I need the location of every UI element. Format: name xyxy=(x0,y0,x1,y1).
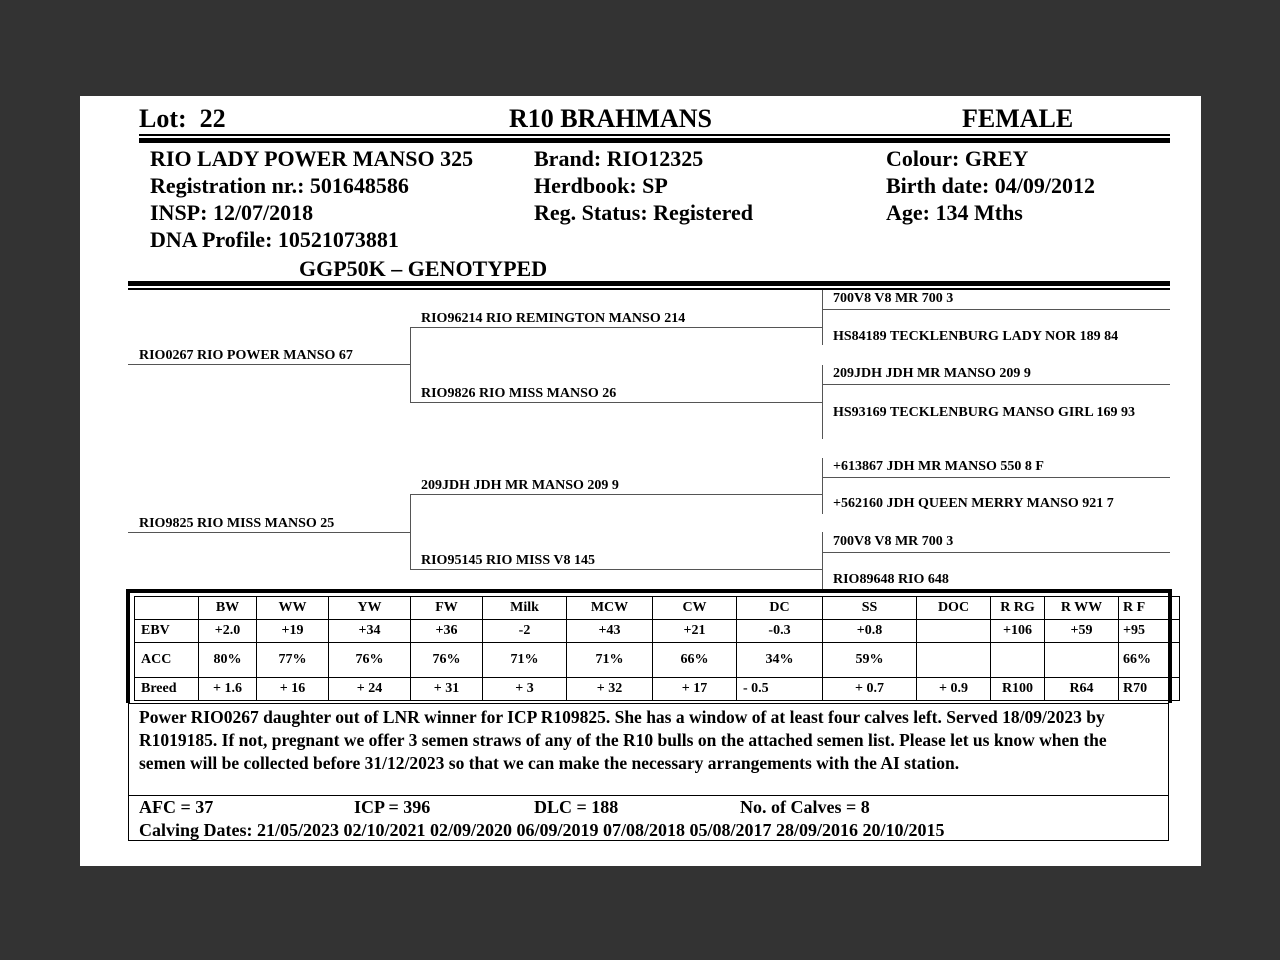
table-cell: 71% xyxy=(483,643,567,678)
table-cell: 71% xyxy=(567,643,653,678)
pedigree-sire: RIO0267 RIO POWER MANSO 67 xyxy=(139,348,353,363)
colour: Colour: GREY xyxy=(886,146,1029,171)
pedigree-connector xyxy=(822,290,823,345)
table-cell xyxy=(917,620,991,643)
pedigree-connector xyxy=(822,532,823,590)
table-cell: +34 xyxy=(329,620,411,643)
pedigree-line xyxy=(822,477,1170,478)
table-cell: +95 xyxy=(1119,620,1180,643)
pedigree-gen3-3: 209JDH JDH MR MANSO 209 9 xyxy=(833,366,1031,381)
table-cell: -2 xyxy=(483,620,567,643)
calving-dates: Calving Dates: 21/05/2023 02/10/2021 02/09/2020 06/09/2019 07/08/2018 05/08/2017 28/09/2016 20/10/2015 xyxy=(139,820,945,840)
row-label: Breed xyxy=(135,678,199,701)
column-header: YW xyxy=(329,597,411,620)
table-cell: - 0.5 xyxy=(737,678,823,701)
pedigree-line xyxy=(128,364,410,365)
table-cell: +43 xyxy=(567,620,653,643)
column-header: MCW xyxy=(567,597,653,620)
table-cell: 66% xyxy=(1119,643,1180,678)
pedigree-line xyxy=(410,327,822,328)
table-cell: +106 xyxy=(991,620,1045,643)
column-header: R RG xyxy=(991,597,1045,620)
pedigree-gen3-7: 700V8 V8 MR 700 3 xyxy=(833,534,954,549)
table-cell: +0.8 xyxy=(823,620,917,643)
pedigree-gen3-4: HS93169 TECKLENBURG MANSO GIRL 169 93 xyxy=(833,405,1135,420)
table-cell: 76% xyxy=(411,643,483,678)
table-cell: 77% xyxy=(257,643,329,678)
table-cell: +59 xyxy=(1045,620,1119,643)
ebv-table xyxy=(134,596,1180,701)
table-cell: + 31 xyxy=(411,678,483,701)
animal-info-middle xyxy=(534,145,753,226)
number-of-calves: No. of Calves = 8 xyxy=(740,797,870,817)
table-cell: + 32 xyxy=(567,678,653,701)
lot-label: Lot: xyxy=(139,104,187,133)
dlc-value: DLC = 188 xyxy=(534,797,619,817)
animal-name: RIO LADY POWER MANSO 325 xyxy=(150,146,474,171)
pedigree-line xyxy=(410,402,822,403)
herdbook: Herdbook: SP xyxy=(534,173,668,198)
column-header: WW xyxy=(257,597,329,620)
pedigree-line xyxy=(410,494,822,495)
herd-title: R10 BRAHMANS xyxy=(509,104,712,133)
column-header: Milk xyxy=(483,597,567,620)
pedigree-gen3-1: 700V8 V8 MR 700 3 xyxy=(833,291,954,306)
pedigree-connector xyxy=(410,494,411,569)
pedigree-connector xyxy=(822,365,823,439)
dna-profile: DNA Profile: 10521073881 xyxy=(150,227,399,252)
table-cell: + 16 xyxy=(257,678,329,701)
insp-date: INSP: 12/07/2018 xyxy=(150,200,314,225)
table-cell: R70 xyxy=(1119,678,1180,701)
breed-row xyxy=(135,678,1180,701)
column-header: DOC xyxy=(917,597,991,620)
pedigree-gen3-6: +562160 JDH QUEEN MERRY MANSO 921 7 xyxy=(833,496,1114,511)
table-cell: + 1.6 xyxy=(199,678,257,701)
column-header xyxy=(135,597,199,620)
column-header: R F xyxy=(1119,597,1180,620)
pedigree-connector xyxy=(822,458,823,514)
acc-row xyxy=(135,643,1180,678)
table-cell xyxy=(917,643,991,678)
animal-info-left xyxy=(150,145,473,253)
pedigree-dam-sire: 209JDH JDH MR MANSO 209 9 xyxy=(421,478,619,493)
table-cell: R64 xyxy=(1045,678,1119,701)
pedigree-dam: RIO9825 RIO MISS MANSO 25 xyxy=(139,516,335,531)
row-label: ACC xyxy=(135,643,199,678)
ebv-header-row xyxy=(135,597,1180,620)
table-cell: + 3 xyxy=(483,678,567,701)
info-rule-thin xyxy=(128,288,1170,290)
column-header: SS xyxy=(823,597,917,620)
table-cell: +19 xyxy=(257,620,329,643)
age: Age: 134 Mths xyxy=(886,200,1023,225)
table-cell xyxy=(1045,643,1119,678)
brand: Brand: RIO12325 xyxy=(534,146,704,171)
table-cell: 76% xyxy=(329,643,411,678)
pedigree-line xyxy=(128,532,410,533)
registration-number: Registration nr.: 501648586 xyxy=(150,173,409,198)
table-cell: +21 xyxy=(653,620,737,643)
pedigree-line xyxy=(822,384,1170,385)
pedigree-line xyxy=(410,569,822,570)
lot-value: 22 xyxy=(199,104,226,133)
column-header: FW xyxy=(411,597,483,620)
table-cell: R100 xyxy=(991,678,1045,701)
table-cell: 59% xyxy=(823,643,917,678)
pedigree-connector xyxy=(410,327,411,402)
table-cell: +36 xyxy=(411,620,483,643)
birth-date: Birth date: 04/09/2012 xyxy=(886,173,1095,198)
column-header: BW xyxy=(199,597,257,620)
column-header: R WW xyxy=(1045,597,1119,620)
table-cell: 34% xyxy=(737,643,823,678)
lot-number xyxy=(139,104,226,134)
comments-divider xyxy=(128,795,1169,796)
table-cell xyxy=(991,643,1045,678)
pedigree-line xyxy=(822,552,1170,553)
pedigree-gen3-5: +613867 JDH MR MANSO 550 8 F xyxy=(833,459,1044,474)
sex-label: FEMALE xyxy=(962,104,1074,133)
lot-card xyxy=(80,96,1201,866)
header-rule-thin xyxy=(139,134,1170,136)
pedigree-dam-dam: RIO95145 RIO MISS V8 145 xyxy=(421,553,595,568)
table-cell: +2.0 xyxy=(199,620,257,643)
ebv-table-top-rule xyxy=(126,589,1172,593)
table-cell: + 0.9 xyxy=(917,678,991,701)
ebv-table-left-rule xyxy=(126,589,130,703)
table-cell: + 24 xyxy=(329,678,411,701)
pedigree-sire-dam: RIO9826 RIO MISS MANSO 26 xyxy=(421,386,617,401)
comments-text: Power RIO0267 daughter out of LNR winner for ICP R109825. She has a window of at least four calves left. Served 18/09/2023 by R1019185. If not, pregnant we offer 3 semen straws of any of the R10 bulls on the attached semen list. Please let us know when the semen will be collected before 31/12/2023 so that we can make the necessary arrangements with the AI station. xyxy=(139,707,1107,773)
column-header: CW xyxy=(653,597,737,620)
genotyped-status: GGP50K – GENOTYPED xyxy=(299,256,548,281)
afc-value: AFC = 37 xyxy=(139,797,214,817)
column-header: DC xyxy=(737,597,823,620)
ebv-row xyxy=(135,620,1180,643)
row-label: EBV xyxy=(135,620,199,643)
pedigree-gen3-2: HS84189 TECKLENBURG LADY NOR 189 84 xyxy=(833,329,1119,344)
pedigree-gen3-8: RIO89648 RIO 648 xyxy=(833,572,949,587)
table-cell: -0.3 xyxy=(737,620,823,643)
header-rule-thick xyxy=(139,138,1170,143)
table-cell: + 0.7 xyxy=(823,678,917,701)
icp-value: ICP = 396 xyxy=(354,797,431,817)
table-cell: + 17 xyxy=(653,678,737,701)
table-cell: 80% xyxy=(199,643,257,678)
animal-info-right xyxy=(886,145,1095,226)
reg-status: Reg. Status: Registered xyxy=(534,200,753,225)
info-rule-thick xyxy=(128,281,1170,286)
table-cell: 66% xyxy=(653,643,737,678)
pedigree-sire-sire: RIO96214 RIO REMINGTON MANSO 214 xyxy=(421,311,686,326)
pedigree-line xyxy=(822,309,1170,310)
